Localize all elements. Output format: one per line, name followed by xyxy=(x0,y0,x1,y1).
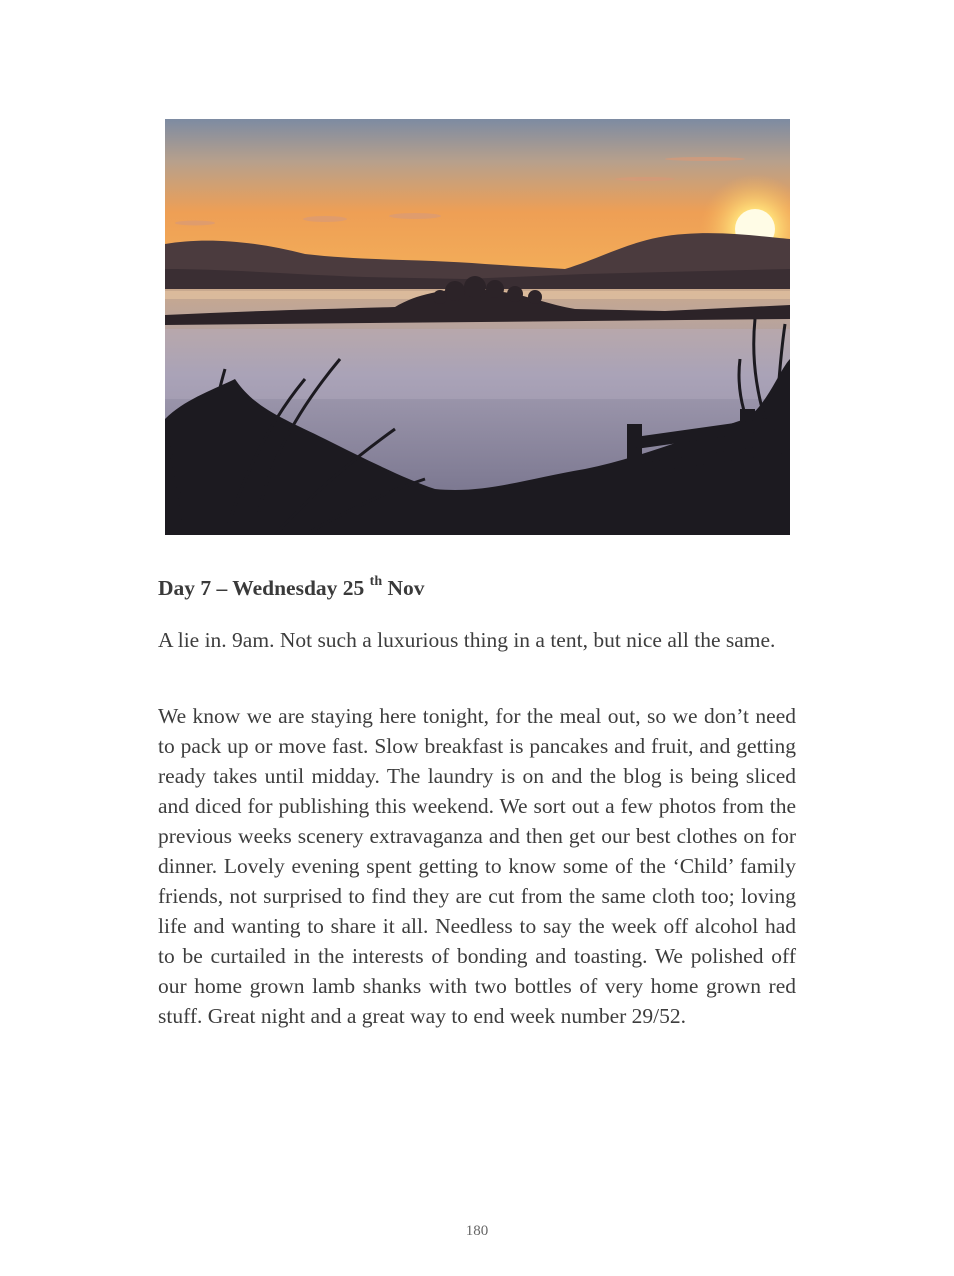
paragraph: A lie in. 9am. Not such a luxurious thing in a tent, but nice all the same. xyxy=(158,628,776,652)
paragraph: We know we are staying here tonight, for the meal out, so we don’t need to pack up or move fast. Slow breakfast is pancakes and fruit, and getting ready takes until midday. The laundry is on and the blog is being sliced and diced for publishing this weekend. We sort out a few photos from the previous weeks scenery extravaganza and then get our best clothes on for dinner. Lovely evening spent getting to know some of the ‘Child’ family friends, not surprised to find they are cut from the same cloth too; loving life and wanting to share it all. Needless to say the week off alcohol had to be curtailed in the interests of bonding and toasting. We polished off our home grown lamb shanks with two bottles of very home grown red stuff. Great night and a great way to end week number 29/52. xyxy=(158,704,796,1028)
sunset-photo xyxy=(165,119,790,535)
heading-suffix: Nov xyxy=(382,576,425,601)
day-heading xyxy=(158,576,425,601)
heading-superscript: th xyxy=(369,574,383,589)
page-number: 180 xyxy=(465,1223,489,1239)
heading-text: Day 7 – Wednesday 25 xyxy=(158,576,370,601)
